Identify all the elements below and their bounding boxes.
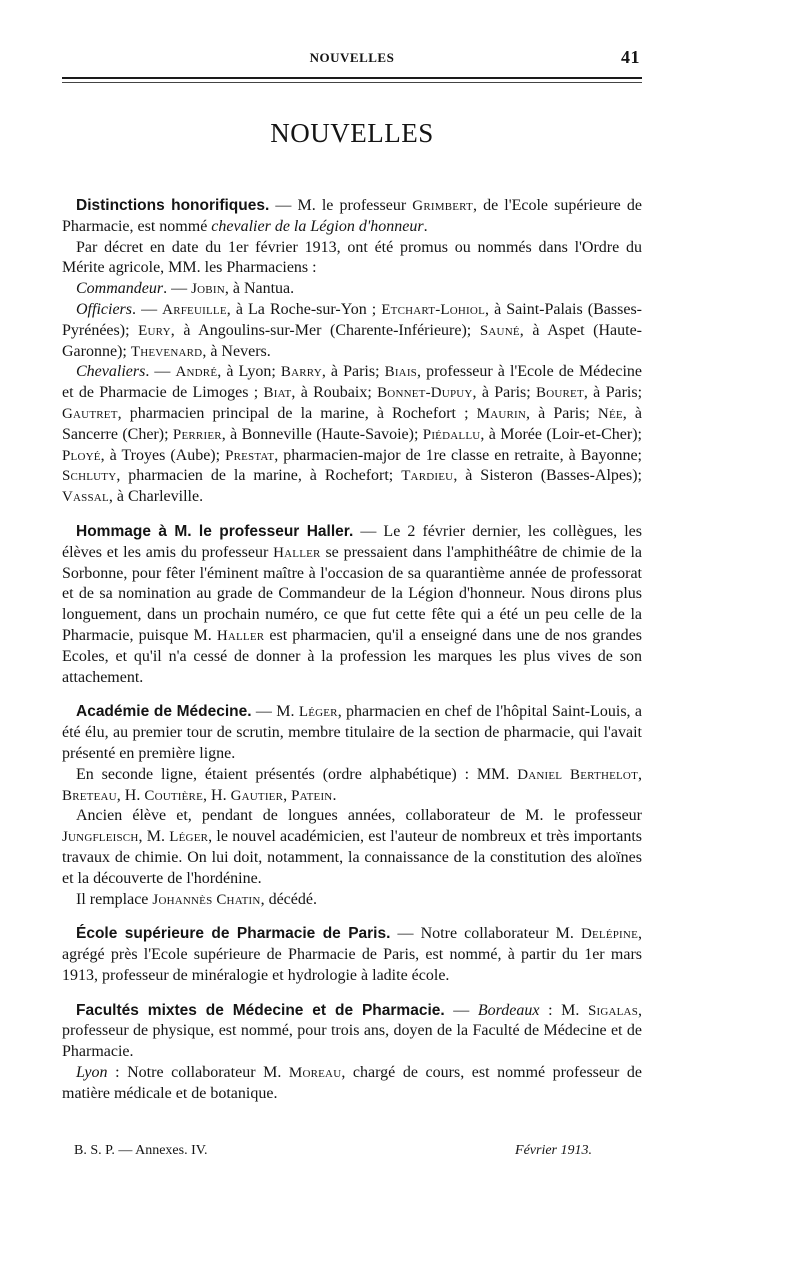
text: Il remplace [76,890,153,908]
text: , à Charleville. [108,488,204,506]
text: , professeur de physique, est nommé, pour trois ans, doyen de la Faculté de Médecine et de Pharmacie. [62,1001,643,1061]
rank-label: Officiers [76,300,132,318]
paragraph [62,806,642,889]
text: , à Paris; [526,404,598,422]
section-heading: Facultés mixtes de Médecine et de Pharmacie. [76,1001,445,1019]
person-name: Arfeuille [162,301,227,318]
person-name: Sigalas [587,1002,639,1019]
text: , à Saint-Palais (Basses-Pyrénées); [62,300,643,339]
text: , à Troyes (Aube); [100,446,226,464]
person-name: Vassal [62,489,109,506]
paragraph [62,1063,642,1105]
person-name: Gautret [62,405,118,422]
paragraph [62,300,642,362]
text: , à Morée (Loir-et-Cher); [480,425,643,443]
text: , à Roubaix; [291,384,378,402]
text: , pharmacien en chef de l'hôpital Saint-Louis, a été élu, au premier tour de scrutin, membre titulaire de la section de pharmacie, qui l'avait présenté en première ligne. [62,703,643,762]
person-name: Jobin [191,281,225,298]
section-heading: École supérieure de Pharmacie de Paris. [76,925,391,943]
place-name: Lyon [76,1064,108,1082]
person-name: Grimbert [412,198,473,214]
person-name: Maurin [476,405,527,422]
text: , à Bonneville (Haute-Savoie); [221,425,423,443]
text: — M. [251,703,299,721]
person-name: Haller [216,627,265,644]
text: : M. [539,1001,588,1019]
text: , à Nevers. [202,342,271,360]
person-name: Prestat [225,447,275,464]
text: , à Paris; [472,384,536,402]
section-hommage-haller [62,522,642,688]
person-name: Née [597,405,623,422]
text: , le nouvel académicien, est l'auteur de nombreux et très importants travaux de chimie. On lui doit, notamment, la connaissance de la constitution des aloïnes et la découverte de l'hordénine. [62,828,642,887]
section-heading: Hommage à M. le professeur Haller. [76,522,354,540]
text: , à Aspet (Haute-Garonne); [62,321,642,360]
paragraph [62,522,642,688]
person-name: Patein [291,787,333,804]
paragraph: Par décret en date du 1er février 1913, ont été promus ou nommés dans l'Ordre du Mérite agricole, MM. les Pharmaciens : [62,238,642,277]
paragraph [62,890,642,911]
person-name: Biat [263,385,292,402]
text: . — [132,300,163,318]
person-name: Léger [169,829,209,846]
italic-text: chevalier de la Légion d'honneur [211,217,424,235]
text: . — [145,363,176,381]
article-body [62,196,642,1119]
section-heading: Distinctions honorifiques. [76,197,270,214]
paragraph [62,702,642,764]
text: , pharmacien-major de 1re classe en retraite, à Bayonne; [274,446,642,464]
text: , pharmacien de la marine, à Rochefort; [116,467,402,485]
text: Ancien élève et, pendant de longues années, collaborateur de M. le professeur [76,807,642,825]
person-name: Piédallu [422,426,481,443]
text: — Le 2 février dernier, les collègues, les élèves et les amis du professeur [62,522,643,561]
text: . [332,786,337,804]
section-distinctions [62,196,642,508]
running-head-title: NOUVELLES [309,50,395,65]
text: , à Paris; [321,363,385,381]
person-name: Haller [273,544,321,561]
text: est pharmacien, qu'il a enseigné dans une de nos grandes Ecoles, et qu'il n'a cessé de donner à la profession les marques les plus vives de son attachement. [62,626,642,686]
person-name: Thevenard [130,343,203,360]
person-name: Jungfleisch [62,829,139,846]
text: — M. le professeur [269,197,413,214]
person-name: Léger [298,704,338,721]
paragraph [62,1001,642,1063]
header-rule [62,77,642,79]
text: , à Angoulins-sur-Mer (Charente-Inférieure); [170,321,480,339]
person-name: Breteau [62,787,117,804]
person-name: André [175,364,218,381]
text: , M. [138,828,170,846]
paragraph [62,279,642,300]
paragraph [62,196,642,238]
person-name: Coutière [144,787,204,804]
text: , professeur à l'Ecole de Médecine et de Pharmacie de Limoges ; [62,363,643,402]
person-name: Sauné [479,322,520,339]
text: — Notre collaborateur M. [390,925,581,943]
text: , [638,765,642,783]
footer-date: Février 1913. [515,1143,592,1158]
person-name: Ployé [62,447,101,464]
text: , à Nantua. [224,280,295,298]
section-ecole-pharmacie-paris [62,924,642,986]
text: , décédé. [260,890,317,908]
text: : Notre collaborateur M. [107,1064,289,1082]
person-name: Delépine [580,926,638,943]
text: se pressaient dans l'amphithéâtre de chimie de la Sorbonne, pour fêter l'éminent maître à l'occasion de sa quarantième année de professorat et de sa nomination au grade de Commandeur de la Légion d'honneur. Nous dirons plus longuement, dans un prochain numéro, ce que fut cette fête qui a été un peu celle de la Pharmacie, puisque M. [62,543,642,644]
paragraph [62,362,642,508]
person-name: Gautier [230,787,284,804]
text: En seconde ligne, étaient présentés (ordre alphabétique) : MM. [76,765,518,783]
text: , agrégé près l'Ecole supérieure de Pharmacie de Paris, est nommé, à partir du 1er mars 1913, professeur de minéralogie et hydrologie à ladite école. [62,925,642,984]
footer-reference: B. S. P. — Annexes. IV. [74,1143,208,1158]
paragraph [62,765,642,807]
person-name: Barry [280,364,322,381]
person-name: Johannès Chatin [152,891,261,908]
text: , à La Roche-sur-Yon ; [226,300,382,318]
page-title: NOUVELLES [270,118,434,148]
person-name: Biais [384,364,418,381]
person-name: Moreau [288,1065,342,1082]
text: , chargé de cours, est nommé professeur de matière médicale et de botanique. [62,1064,643,1102]
page-footer [62,1143,642,1163]
text: , à Sisteron (Basses-Alpes); [453,467,643,485]
person-name: Daniel Berthelot [517,766,638,783]
place-name: Bordeaux [477,1001,540,1019]
text: , à Lyon; [217,363,281,381]
paragraph [62,924,642,986]
person-name: Bonnet-Dupuy [377,385,473,402]
text: . — [163,280,192,298]
person-name: Schluty [62,468,117,485]
section-academie-medecine [62,702,642,910]
text: — [444,1001,478,1019]
text: , [283,786,292,804]
person-name: Perrier [172,426,222,443]
running-head [62,47,642,70]
rank-label: Chevaliers [76,363,146,381]
page-number: 41 [621,47,640,67]
text: , pharmacien principal de la marine, à Rochefort ; [117,404,477,422]
text: , à Sancerre (Cher); [62,404,643,443]
text: , de l'Ecole supérieure de Pharmacie, est nommé [62,197,642,235]
text: , H. [116,786,145,804]
section-facultes-mixtes [62,1001,642,1105]
text: , H. [203,786,231,804]
person-name: Eury [138,322,171,339]
header-rule-thin [62,82,642,83]
person-name: Tardieu [401,468,454,485]
person-name: Etchart-Lohiol [381,301,485,318]
section-heading: Académie de Médecine. [76,703,252,721]
text: , à Paris; [583,384,643,402]
person-name: Bouret [536,385,584,402]
text: . [423,217,428,235]
rank-label: Commandeur [76,280,164,298]
